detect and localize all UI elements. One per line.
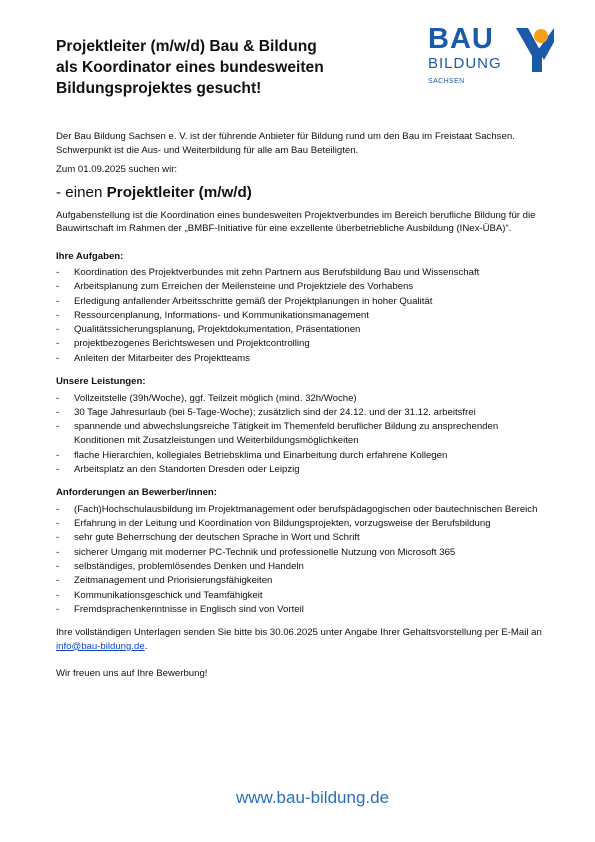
list-item: - Ressourcenplanung, Informations- und Kommunikationsmanagement (56, 309, 551, 323)
website-link[interactable]: www.bau-bildung.de (235, 788, 390, 807)
page-title (56, 36, 396, 99)
application-text: Ihre vollständigen Unterlagen senden Sie bitte bis 30.06.2025 unter Angabe Ihrer Gehaltsvorstellung per E-Mail an (56, 627, 542, 639)
closing-greeting: Wir freuen uns auf Ihre Bewerbung! (56, 668, 208, 680)
start-date-line: Zum 01.09.2025 suchen wir: (56, 164, 178, 175)
email-link[interactable]: info@bau-bildung.de (56, 640, 145, 652)
list-item: - Arbeitsplatz an den Standorten Dresden oder Leipzig (56, 463, 551, 477)
benefits-heading: Unsere Leistungen: (56, 376, 146, 388)
title-line-1: Projektleiter (m/w/d) Bau & Bildung (56, 38, 317, 55)
list-item: - 30 Tage Jahresurlaub (bei 5-Tage-Woche); zusätzlich sind der 24.12. und der 31.12. arbeitsfrei (56, 406, 551, 420)
bau-bildung-logo (428, 22, 558, 92)
logo-word-sachsen: SACHSEN (428, 78, 465, 85)
list-item: - Arbeitsplanung zum Erreichen der Meilensteine und Projektziele des Vorhabens (56, 280, 551, 294)
list-item: - spannende und abwechslungsreiche Tätigkeit im Themenfeld beruflicher Bildung zu ansprechenden Konditionen mit Zusatzleistungen und Weiterbildungsmöglichkeiten (56, 420, 551, 449)
application-instructions (56, 626, 551, 653)
role-prefix: - einen (56, 183, 107, 201)
title-line-3: Bildungsprojektes gesucht! (56, 80, 262, 97)
role-name: Projektleiter (m/w/d) (106, 183, 252, 201)
list-item: - Koordination des Projektverbundes mit zehn Partnern aus Berufsbildung Bau und Wissenschaft (56, 266, 551, 280)
list-item: - Fremdsprachenkenntnisse in Englisch sind von Vorteil (56, 603, 551, 617)
tasks-heading: Ihre Aufgaben: (56, 250, 124, 262)
list-item: - Anleiten der Mitarbeiter des Projektteams (56, 352, 551, 366)
list-item: - flache Hierarchien, kollegiales Betriebsklima und Einarbeitung durch erfahrene Kollegen (56, 449, 551, 463)
role-heading (56, 183, 551, 203)
application-text-end: . (144, 640, 148, 652)
list-item: - sehr gute Beherrschung der deutschen Sprache in Wort und Schrift (56, 531, 551, 545)
list-item: - Zeitmanagement und Priorisierungsfähigkeiten (56, 574, 551, 588)
list-item: - selbständiges, problemlösendes Denken und Handeln (56, 560, 551, 574)
requirements-list (56, 503, 551, 617)
list-item: - (Fach)Hochschulausbildung im Projektmanagement oder berufspädagogischen oder bautechnischen Bereich (56, 503, 551, 517)
tasks-list (56, 266, 551, 366)
benefits-list (56, 392, 551, 478)
list-item: - Qualitätssicherungsplanung, Projektdokumentation, Präsentationen (56, 323, 551, 337)
list-item: - Erfahrung in der Leitung und Koordination von Bildungsprojekten, vorzugsweise der Berufsbildung (56, 517, 551, 531)
logo-word-bildung: BILDUNG (428, 55, 502, 72)
task-description: Aufgabenstellung ist die Koordination eines bundesweiten Projektverbundes im Bereich berufliche Bildung für die Bauwirtschaft im Rahmen der „BMBF-Initiative für eine exzellente überbetriebliche Ausbildung (INex-ÜBA)“. (56, 209, 536, 234)
logo-figure-icon (514, 24, 556, 76)
list-item: - sicherer Umgang mit moderner PC-Technik und professionelle Nutzung von Microsoft 365 (56, 546, 551, 560)
list-item: - projektbezogenes Berichtswesen und Projektcontrolling (56, 337, 551, 351)
intro-text: Der Bau Bildung Sachsen e. V. ist der führende Anbieter für Bildung rund um den Bau im Freistaat Sachsen. Schwerpunkt ist die Aus- und Weiterbildung für alle am Bau Beteiligten. (56, 131, 515, 156)
list-item: - Erledigung anfallender Arbeitsschritte gemäß der Projektplanungen in hoher Qualität (56, 295, 551, 309)
requirements-heading: Anforderungen an Bewerber/innen: (56, 487, 217, 499)
posting-body (56, 130, 551, 681)
list-item: - Kommunikationsgeschick und Teamfähigkeit (56, 589, 551, 603)
title-line-2: als Koordinator eines bundesweiten (56, 59, 324, 76)
list-item: - Vollzeitstelle (39h/Woche), ggf. Teilzeit möglich (mind. 32h/Woche) (56, 392, 551, 406)
logo-word-bau: BAU (428, 23, 494, 55)
